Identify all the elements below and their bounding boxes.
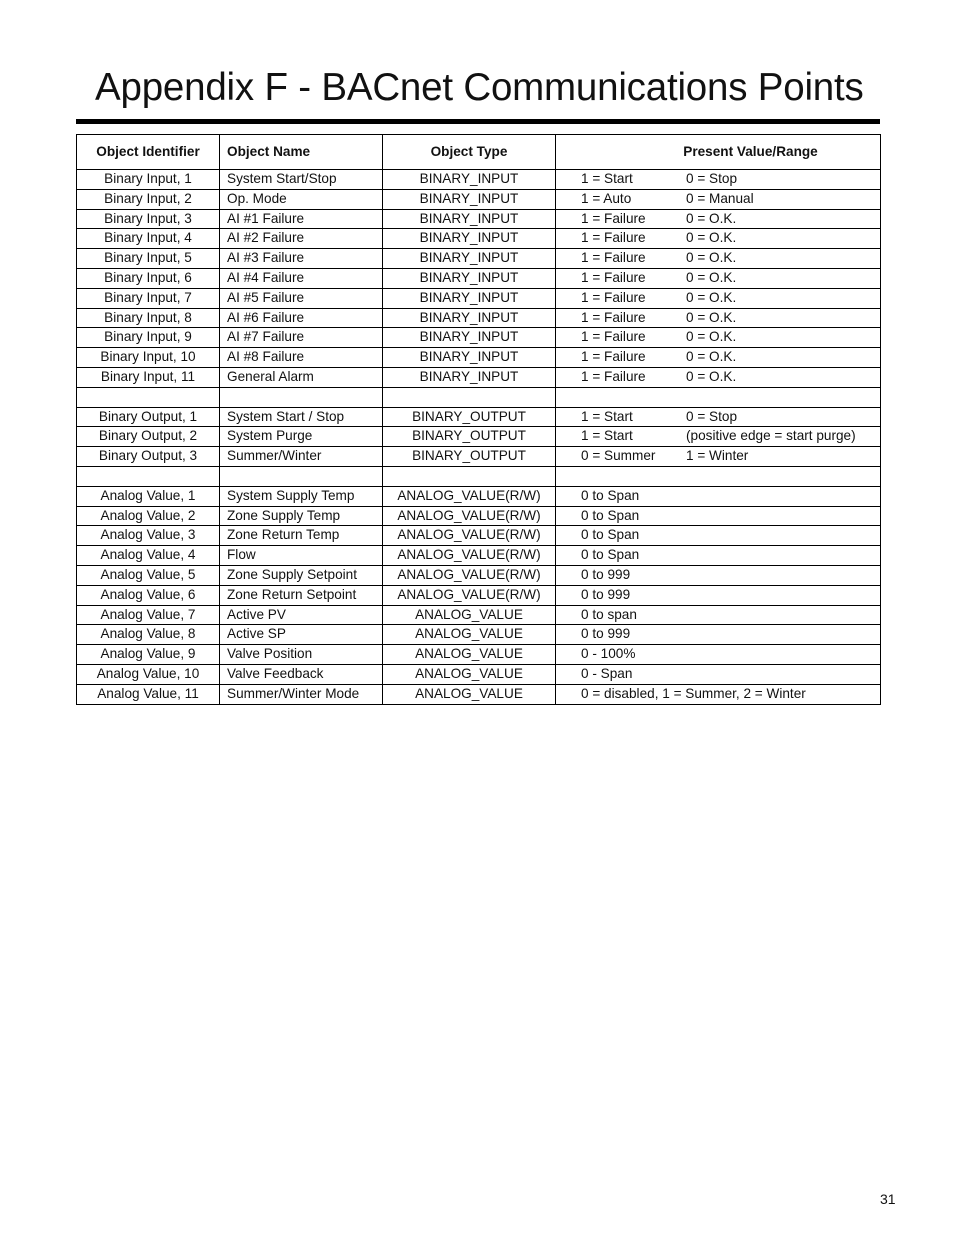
cell-object-type: ANALOG_VALUE(R/W) xyxy=(383,506,556,526)
table-row xyxy=(77,209,881,229)
header-present-value-range: Present Value/Range xyxy=(556,135,881,170)
cell-object-identifier: Analog Value, 8 xyxy=(77,625,220,645)
cell-object-name: General Alarm xyxy=(220,367,383,387)
cell-present-value-range xyxy=(556,664,881,684)
cell-object-identifier: Analog Value, 10 xyxy=(77,664,220,684)
value-secondary: 0 = Manual xyxy=(686,190,754,206)
value-secondary: 0 = O.K. xyxy=(686,250,737,266)
table-row xyxy=(77,466,881,486)
cell-object-identifier xyxy=(77,466,220,486)
header-object-type: Object Type xyxy=(383,135,556,170)
cell-present-value-range xyxy=(556,367,881,387)
table-row xyxy=(77,585,881,605)
value-primary: 0 = disabled, 1 = Summer, 2 = Winter xyxy=(581,685,806,701)
value-primary: 1 = Failure xyxy=(581,230,646,246)
cell-object-type: ANALOG_VALUE(R/W) xyxy=(383,546,556,566)
table-row xyxy=(77,348,881,368)
cell-object-type: ANALOG_VALUE xyxy=(383,605,556,625)
cell-object-name: Active SP xyxy=(220,625,383,645)
bacnet-points-table xyxy=(76,134,881,705)
cell-object-name: System Start/Stop xyxy=(220,170,383,190)
cell-object-identifier: Analog Value, 4 xyxy=(77,546,220,566)
cell-object-type: BINARY_INPUT xyxy=(383,328,556,348)
cell-object-name: AI #7 Failure xyxy=(220,328,383,348)
cell-object-name xyxy=(220,387,383,407)
value-secondary: 0 = O.K. xyxy=(686,269,737,285)
cell-object-type: ANALOG_VALUE xyxy=(383,625,556,645)
table-row xyxy=(77,526,881,546)
value-primary: 0 - Span xyxy=(581,665,633,681)
cell-present-value-range xyxy=(556,387,881,407)
value-primary: 1 = Failure xyxy=(581,269,646,285)
cell-object-name xyxy=(220,466,383,486)
value-secondary: 0 = O.K. xyxy=(686,210,737,226)
cell-object-name: AI #3 Failure xyxy=(220,249,383,269)
table-row xyxy=(77,625,881,645)
cell-object-identifier xyxy=(77,387,220,407)
cell-present-value-range xyxy=(556,268,881,288)
cell-object-type: ANALOG_VALUE(R/W) xyxy=(383,585,556,605)
cell-object-identifier: Binary Input, 5 xyxy=(77,249,220,269)
cell-object-type: BINARY_OUTPUT xyxy=(383,447,556,467)
cell-present-value-range xyxy=(556,209,881,229)
cell-object-type: ANALOG_VALUE(R/W) xyxy=(383,565,556,585)
value-secondary: 1 = Winter xyxy=(686,448,749,464)
cell-present-value-range xyxy=(556,288,881,308)
page-number: 31 xyxy=(880,1191,896,1207)
cell-object-name: AI #5 Failure xyxy=(220,288,383,308)
cell-object-identifier: Binary Input, 7 xyxy=(77,288,220,308)
value-primary: 0 to 999 xyxy=(581,626,631,642)
value-primary: 1 = Failure xyxy=(581,329,646,345)
value-secondary: 0 = Stop xyxy=(686,408,738,424)
value-primary: 0 - 100% xyxy=(581,646,636,662)
title-rule xyxy=(76,119,880,124)
value-primary: 0 to Span xyxy=(581,527,640,543)
header-object-name: Object Name xyxy=(220,135,383,170)
cell-object-type: BINARY_INPUT xyxy=(383,249,556,269)
table-row xyxy=(77,229,881,249)
cell-present-value-range xyxy=(556,526,881,546)
header-object-identifier: Object Identifier xyxy=(77,135,220,170)
cell-object-identifier: Analog Value, 6 xyxy=(77,585,220,605)
value-primary: 1 = Start xyxy=(581,428,633,444)
table-row xyxy=(77,407,881,427)
value-primary: 1 = Auto xyxy=(581,190,632,206)
cell-object-identifier: Analog Value, 3 xyxy=(77,526,220,546)
page-title: Appendix F - BACnet Communications Points xyxy=(95,66,864,109)
table-row xyxy=(77,308,881,328)
cell-present-value-range xyxy=(556,249,881,269)
value-primary: 1 = Failure xyxy=(581,349,646,365)
value-secondary: 0 = O.K. xyxy=(686,329,737,345)
cell-object-name: AI #2 Failure xyxy=(220,229,383,249)
cell-object-identifier: Analog Value, 1 xyxy=(77,486,220,506)
value-primary: 1 = Failure xyxy=(581,250,646,266)
table-row xyxy=(77,288,881,308)
value-primary: 1 = Failure xyxy=(581,289,646,305)
cell-present-value-range xyxy=(556,565,881,585)
value-secondary: 0 = O.K. xyxy=(686,289,737,305)
value-secondary: 0 = Stop xyxy=(686,171,738,186)
cell-object-identifier: Analog Value, 5 xyxy=(77,565,220,585)
cell-present-value-range xyxy=(556,506,881,526)
cell-object-type: BINARY_OUTPUT xyxy=(383,407,556,427)
table-row xyxy=(77,605,881,625)
cell-object-name: Zone Return Setpoint xyxy=(220,585,383,605)
cell-present-value-range xyxy=(556,625,881,645)
cell-object-name: AI #4 Failure xyxy=(220,268,383,288)
cell-object-identifier: Binary Output, 3 xyxy=(77,447,220,467)
table-row xyxy=(77,427,881,447)
value-primary: 0 to span xyxy=(581,606,637,622)
cell-object-name: Zone Supply Temp xyxy=(220,506,383,526)
value-primary: 1 = Start xyxy=(581,171,633,186)
table-row xyxy=(77,645,881,665)
table-header-row xyxy=(77,135,881,170)
cell-object-identifier: Binary Input, 10 xyxy=(77,348,220,368)
cell-object-name: Flow xyxy=(220,546,383,566)
value-secondary: 0 = O.K. xyxy=(686,230,737,246)
cell-object-type: BINARY_INPUT xyxy=(383,229,556,249)
cell-object-name: System Purge xyxy=(220,427,383,447)
cell-present-value-range xyxy=(556,486,881,506)
cell-present-value-range xyxy=(556,585,881,605)
cell-object-name: AI #1 Failure xyxy=(220,209,383,229)
cell-present-value-range xyxy=(556,546,881,566)
cell-object-type: BINARY_INPUT xyxy=(383,189,556,209)
cell-object-identifier: Binary Input, 1 xyxy=(77,170,220,190)
cell-object-name: Summer/Winter Mode xyxy=(220,684,383,704)
cell-object-identifier: Analog Value, 7 xyxy=(77,605,220,625)
cell-object-name: Valve Position xyxy=(220,645,383,665)
cell-object-name: AI #8 Failure xyxy=(220,348,383,368)
cell-present-value-range xyxy=(556,684,881,704)
value-secondary: 0 = O.K. xyxy=(686,349,737,365)
cell-object-type: ANALOG_VALUE xyxy=(383,684,556,704)
cell-object-identifier: Analog Value, 9 xyxy=(77,645,220,665)
cell-present-value-range xyxy=(556,348,881,368)
cell-object-identifier: Binary Input, 4 xyxy=(77,229,220,249)
cell-object-identifier: Binary Output, 1 xyxy=(77,407,220,427)
value-secondary: 0 = O.K. xyxy=(686,309,737,325)
table-row xyxy=(77,447,881,467)
value-primary: 0 to Span xyxy=(581,487,640,503)
cell-object-type: BINARY_INPUT xyxy=(383,308,556,328)
cell-present-value-range xyxy=(556,427,881,447)
cell-object-name: Zone Return Temp xyxy=(220,526,383,546)
value-primary: 0 = Summer xyxy=(581,448,656,464)
cell-object-name: Zone Supply Setpoint xyxy=(220,565,383,585)
table-row xyxy=(77,268,881,288)
cell-object-identifier: Binary Input, 8 xyxy=(77,308,220,328)
table-row xyxy=(77,684,881,704)
table-row xyxy=(77,565,881,585)
cell-object-identifier: Binary Input, 3 xyxy=(77,209,220,229)
value-primary: 1 = Failure xyxy=(581,309,646,325)
value-primary: 0 to Span xyxy=(581,547,640,563)
cell-object-type: ANALOG_VALUE(R/W) xyxy=(383,486,556,506)
cell-present-value-range xyxy=(556,447,881,467)
table-row xyxy=(77,387,881,407)
cell-object-type: ANALOG_VALUE(R/W) xyxy=(383,526,556,546)
cell-object-identifier: Binary Input, 6 xyxy=(77,268,220,288)
value-primary: 1 = Failure xyxy=(581,368,646,384)
table-row xyxy=(77,189,881,209)
cell-object-name: Active PV xyxy=(220,605,383,625)
cell-object-type: BINARY_OUTPUT xyxy=(383,427,556,447)
value-primary: 1 = Start xyxy=(581,408,633,424)
cell-object-type: ANALOG_VALUE xyxy=(383,645,556,665)
cell-present-value-range xyxy=(556,466,881,486)
cell-object-identifier: Binary Input, 11 xyxy=(77,367,220,387)
table-row xyxy=(77,546,881,566)
cell-present-value-range xyxy=(556,645,881,665)
value-secondary: (positive edge = start purge) xyxy=(686,428,856,444)
table-row xyxy=(77,664,881,684)
table-row xyxy=(77,328,881,348)
cell-object-identifier: Analog Value, 11 xyxy=(77,684,220,704)
cell-present-value-range xyxy=(556,605,881,625)
value-primary: 1 = Failure xyxy=(581,210,646,226)
cell-object-type: BINARY_INPUT xyxy=(383,268,556,288)
cell-object-type: ANALOG_VALUE xyxy=(383,664,556,684)
cell-object-name: System Start / Stop xyxy=(220,407,383,427)
cell-object-type: BINARY_INPUT xyxy=(383,288,556,308)
cell-object-identifier: Binary Input, 9 xyxy=(77,328,220,348)
cell-present-value-range xyxy=(556,229,881,249)
cell-present-value-range xyxy=(556,328,881,348)
table-row xyxy=(77,249,881,269)
cell-object-name: Op. Mode xyxy=(220,189,383,209)
table-row xyxy=(77,367,881,387)
value-secondary: 0 = O.K. xyxy=(686,368,737,384)
cell-object-type: BINARY_INPUT xyxy=(383,170,556,190)
cell-object-type xyxy=(383,466,556,486)
value-primary: 0 to Span xyxy=(581,507,640,523)
cell-present-value-range xyxy=(556,170,881,190)
cell-object-identifier: Analog Value, 2 xyxy=(77,506,220,526)
cell-object-name: Valve Feedback xyxy=(220,664,383,684)
table-row xyxy=(77,486,881,506)
cell-present-value-range xyxy=(556,308,881,328)
cell-present-value-range xyxy=(556,189,881,209)
cell-object-type: BINARY_INPUT xyxy=(383,367,556,387)
table-body xyxy=(77,170,881,705)
cell-object-name: AI #6 Failure xyxy=(220,308,383,328)
cell-present-value-range xyxy=(556,407,881,427)
cell-object-type: BINARY_INPUT xyxy=(383,209,556,229)
cell-object-identifier: Binary Input, 2 xyxy=(77,189,220,209)
cell-object-identifier: Binary Output, 2 xyxy=(77,427,220,447)
table-row xyxy=(77,506,881,526)
cell-object-type xyxy=(383,387,556,407)
cell-object-type: BINARY_INPUT xyxy=(383,348,556,368)
value-primary: 0 to 999 xyxy=(581,566,631,582)
cell-object-name: Summer/Winter xyxy=(220,447,383,467)
value-primary: 0 to 999 xyxy=(581,586,631,602)
cell-object-name: System Supply Temp xyxy=(220,486,383,506)
table-row xyxy=(77,170,881,190)
